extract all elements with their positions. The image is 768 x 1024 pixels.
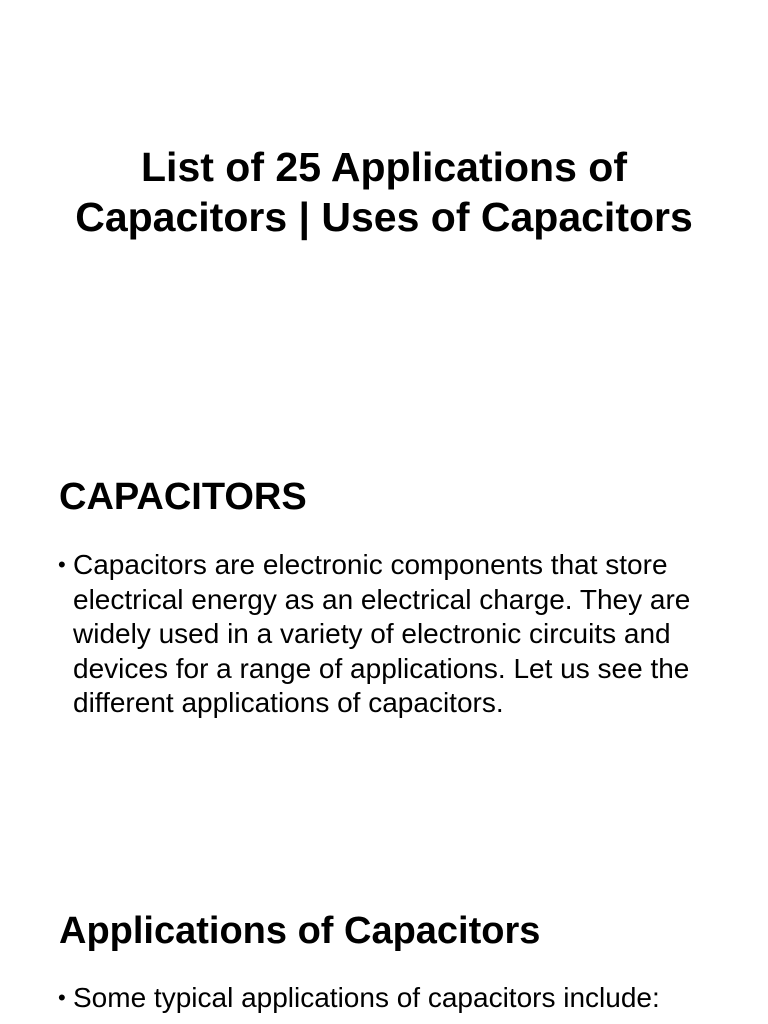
capacitors-slide	[0, 440, 768, 860]
list-item	[58, 981, 718, 1016]
applications-slide	[0, 860, 768, 1024]
bullet-list	[58, 981, 718, 1016]
document-title: List of 25 Applications of Capacitors | Uses of Capacitors	[75, 144, 693, 240]
bullet-list	[58, 548, 718, 721]
section-heading-applications: Applications of Capacitors	[59, 910, 541, 952]
bullet-icon: •	[58, 985, 66, 1010]
list-item	[58, 548, 718, 721]
section-heading-capacitors: CAPACITORS	[59, 476, 307, 518]
bullet-text: Capacitors are electronic components that store electrical energy as an electrical charge. They are widely used in a variety of electronic circuits and devices for a range of applications. Let us see the different applications of capacitors.	[73, 549, 691, 718]
bullet-text: Some typical applications of capacitors include:	[73, 982, 660, 1013]
title-slide	[0, 0, 768, 440]
bullet-icon: •	[58, 552, 66, 577]
